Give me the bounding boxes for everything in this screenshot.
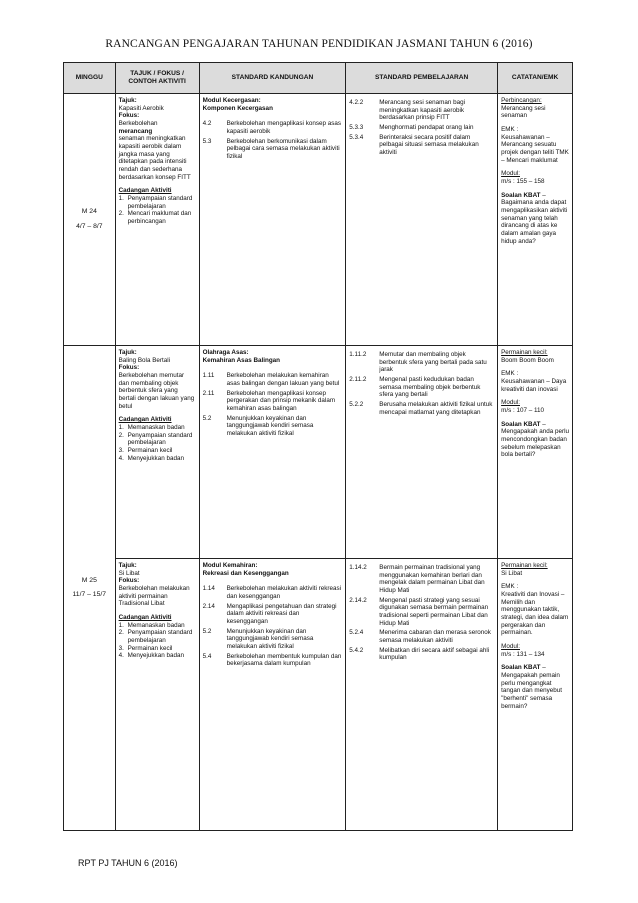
rpt-table [63,62,573,831]
cadangan-label: Cadangan Aktiviti [118,187,172,195]
list-item: 4. Menyejukkan badan [118,454,184,462]
catatan-heading: Perbincangan: [501,97,542,104]
sk-item: 1.11 Berkebolehan melakukan kemahiran asas balingan dengan lakuan yang betul [202,372,340,388]
modul-text: m/s : 155 – 158 [501,178,545,186]
catatan-cell [498,559,573,831]
modul-label: Modul: [501,399,520,407]
catatan-heading-text: Merancang sesi senaman [501,104,546,120]
kbat-text: – Bagaimana anda dapat mengaplikasikan aktiviti senaman yang telah dirancang di atas ke dalam amalan gaya hidup anda? [501,191,568,245]
fokus-label: Fokus: [118,112,140,120]
sp-item: 1.11.2 Memutar dan membaling objek berbentuk sfera yang bertali pada satu jarak [349,351,487,374]
list-item: 2. Penyampaian standard pembelajaran [118,629,193,645]
sk-item: 5.2 Menunjukkan keyakinan dan tanggungjawab kendiri semasa melakukan aktiviti fizikal [202,627,314,651]
document-footer: RPT PJ TAHUN 6 (2016) [78,858,178,868]
modul-text: m/s : 131 – 134 [501,650,545,658]
fokus-text: Berkebolehan memutar dan membaling objek berbentuk sfera yang bertali dengan lakuan yang betul [118,372,195,410]
fokus-text: Berkebolehan melakukan aktiviti permainan Tradisional Libat [118,585,190,608]
table-row [64,94,573,346]
list-item: 4. Menyejukkan badan [118,652,184,660]
sk-title: Modul Kemahiran: [202,562,258,569]
catatan-heading: Permainan kecil: [501,562,548,569]
modul-label: Modul: [501,170,520,178]
week-dates: 4/7 – 8/7 [76,222,103,230]
table-header-row [64,63,573,94]
document-title: RANCANGAN PENGAJARAN TAHUNAN PENDIDIKAN JASMANI TAHUN 6 (2016) [105,38,533,50]
catatan-heading-text: Boom Boom Boom [501,356,554,364]
tajuk-text: Baling Bola Bertali [118,356,171,364]
sp-item: 5.3.4 Berinteraksi secara positif dalam pelbagai situasi semasa melakukan aktiviti [349,133,479,157]
list-item: 2. Penyampaian standard pembelajaran [118,431,193,447]
cadangan-label: Cadangan Aktiviti [118,416,172,424]
list-item: 1. Penyampaian standard pembelajaran [118,195,193,210]
tajuk-label: Tajuk: [118,349,137,356]
emk-text: Kreativiti dan Inovasi – Memilih dan menggunakan taktik, strategi, dan idea dalam pergerakan dan permainan. [501,591,569,637]
sk-item: 2.11 Berkebolehan mengaplikasi konsep pergerakan dan prinsip mekanik dalam kemahiran asas balingan [202,389,336,413]
sk-subtitle: Komponen Kecergasan [202,104,273,112]
tajuk-cell [115,346,199,559]
emk-label: EMK : [501,583,519,591]
kbat-label: Soalan KBAT [501,664,541,672]
tajuk-text: Kapasiti Aerobik [118,104,164,112]
sk-title: Modul Kecergasan: [202,97,261,104]
tajuk-label: Tajuk: [118,562,137,569]
sk-item: 5.2 Menunjukkan keyakinan dan tanggungjawab kendiri semasa melakukan aktiviti fizikal [202,414,314,438]
col-header-standard-pembelajaran: STANDARD PEMBELAJARAN [346,63,498,94]
sk-item: 5.4 Berkebolehan membentuk kumpulan dan bekerjasama dalam kumpulan [202,652,342,668]
sp-item: 5.2.4 Menerima cabaran dan merasa seronok semasa melakukan aktiviti [349,629,491,645]
sp-item: 5.4.2 Melibatkan diri secara aktif sebagai ahli kumpulan [349,646,490,662]
sp-item: 5.3.3 Menghormati pendapat orang lain [349,124,474,132]
fokus-text: merancang [118,127,153,135]
sp-item: 1.14.2 Bermain permainan tradisional yang menggunakan kemahiran berlari dan mengelak dalam permainan Libat dan Hidup Mati [349,564,485,595]
col-header-standard-kandungan: STANDARD KANDUNGAN [199,63,346,94]
list-item: 1. Memanaskan badan [118,424,185,432]
standard-kandungan-cell [199,559,346,831]
cadangan-label: Cadangan Aktiviti [118,614,172,622]
fokus-label: Fokus: [118,364,140,372]
week-dates: 11/7 – 15/7 [72,591,107,598]
sp-item: 2.11.2 Mengenal pasti kedudukan badan semasa membaling objek berbentuk sfera yang bertali [349,376,481,399]
fokus-text: senaman meningkatkan kapasiti aerobik dalam jangka masa yang ditetapkan pada intensiti rendah dan sederhana berdasarkan konsep FITT [118,135,191,181]
col-header-catatan: CATATAN/EMK [498,63,573,94]
col-header-minggu: MINGGU [64,63,116,94]
sk-item: 5.3 Berkebolehan berkomunikasi dalam pelbagai cara semasa melakukan aktiviti fizikal [202,137,340,161]
tajuk-cell [115,559,199,831]
standard-pembelajaran-cell [346,559,498,831]
list-item: 3. Permainan kecil [118,447,173,455]
list-item: 1. Memanaskan badan [118,621,185,629]
emk-text: Keusahawanan – Daya kreativiti dan inovasi [501,378,567,393]
modul-text: m/s : 107 – 110 [501,407,545,415]
catatan-cell [498,346,573,559]
emk-text: Keusahawanan – Merancang sesuatu projek dengan teliti TMK – Mencari maklumat [501,133,569,164]
kbat-label: Soalan KBAT [501,420,541,428]
tajuk-text: Si Libat [118,569,140,577]
standard-kandungan-cell [199,94,346,346]
list-item: 3. Permainan kecil [118,644,173,652]
kbat-text: – Mengapakah pemain perlu mengangkat tangan dan menyebut "berhenti" semasa bermain? [501,664,562,710]
sk-item: 2.14 Mengaplikasi pengetahuan dan strategi dalam aktiviti rekreasi dan kesenggangan [202,602,337,626]
fokus-text: Berkebolehan [118,120,158,128]
sp-item: 2.14.2 Mengenal pasti strategi yang sesuai digunakan semasa bermain permainan tradisional seperti permainan Libat dan Hidup Mati [349,596,489,627]
catatan-cell [498,94,573,346]
sk-subtitle: Kemahiran Asas Balingan [202,356,281,364]
col-header-tajuk: TAJUK / FOKUS / CONTOH AKTIVITI [115,63,199,94]
sk-item: 4.2 Berkebolehan mengaplikasi konsep asas kapasiti aerobik [202,120,342,136]
modul-label: Modul: [501,643,520,651]
emk-label: EMK : [501,370,519,378]
sk-item: 1.14 Berkebolehan melakukan aktiviti rekreasi dan kesenggangan [202,585,342,601]
sk-subtitle: Rekreasi dan Kesenggangan [202,569,289,577]
week-number: M 25 [81,576,97,584]
table-row [64,559,573,831]
standard-kandungan-cell [199,346,346,559]
sp-item: 4.2.2 Merancang sesi senaman bagi meningkatkan kapasiti aerobik berdasarkan prinsip FITT [349,99,466,122]
table-row [64,346,573,559]
standard-pembelajaran-cell [346,346,498,559]
tajuk-label: Tajuk: [118,97,137,104]
catatan-heading: Permainan kecil: [501,349,548,356]
kbat-text: – Mengapakah anda perlu mencondongkan badan sebelum melepaskan bola bertali? [501,420,569,459]
tajuk-cell [115,94,199,346]
fokus-label: Fokus: [118,577,140,585]
sk-title: Olahraga Asas: [202,349,249,356]
week-cell [64,94,116,346]
catatan-heading-text: Si Libat [501,569,523,577]
week-number: M 24 [81,208,97,216]
sp-item: 5.2.2 Berusaha melakukan aktiviti fizikal untuk mencapai matlamat yang ditetapkan [349,401,493,416]
emk-label: EMK : [501,126,519,134]
week-cell [64,346,116,831]
standard-pembelajaran-cell [346,94,498,346]
kbat-label: Soalan KBAT [501,191,541,199]
list-item: 2. Mencari maklumat dan perbincangan [118,210,192,226]
